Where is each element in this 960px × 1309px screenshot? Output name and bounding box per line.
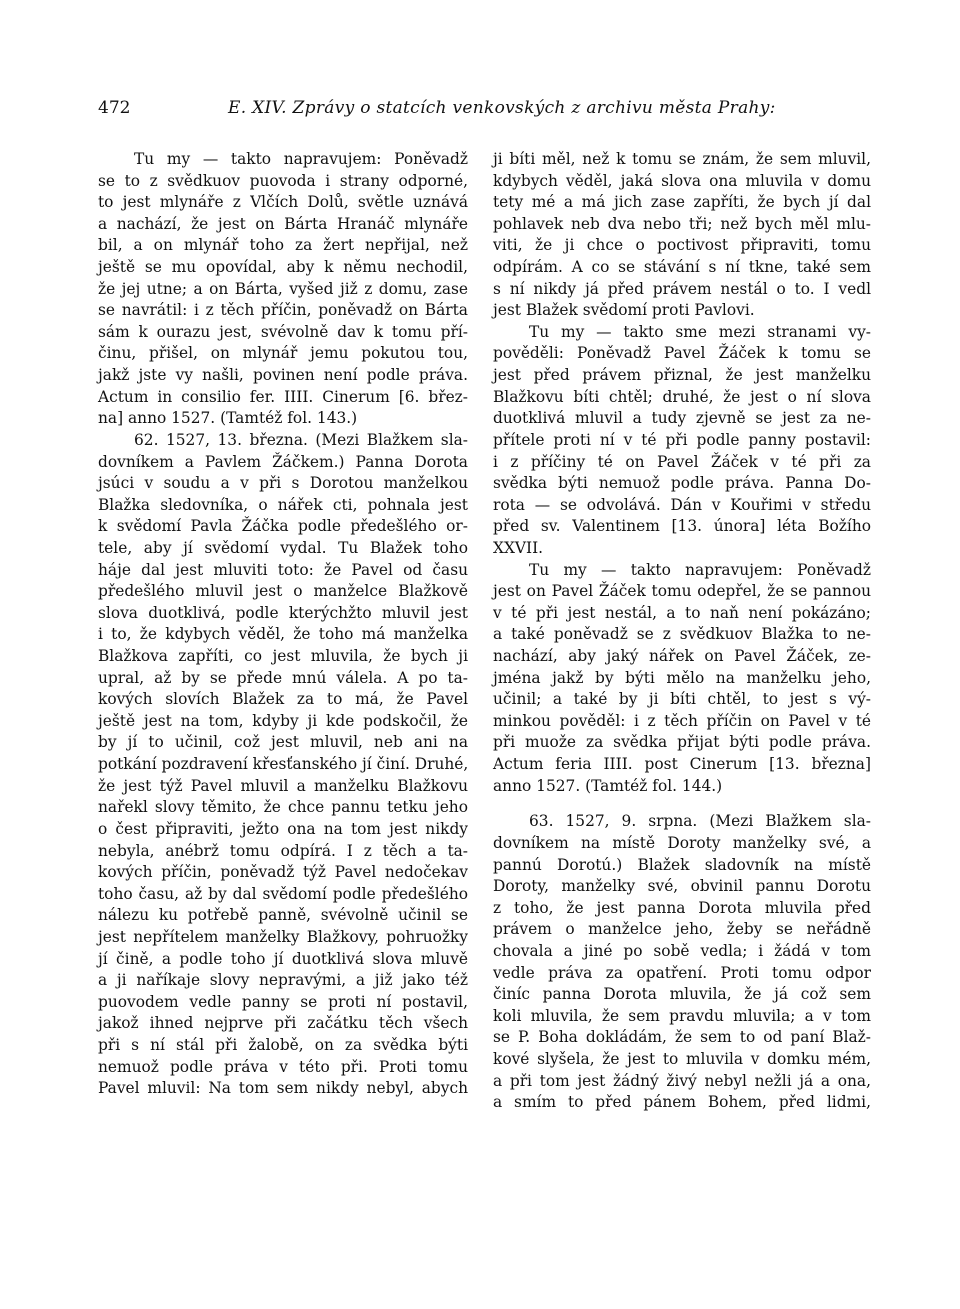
text-line: kových slovích Blažek za to má, že Pavel xyxy=(98,690,468,709)
text-line: to jest mlynáře z Vlčích Dolů, světle uznává xyxy=(98,193,468,212)
text-line: učinil; a také by ji bíti chtěl, to jest s vý- xyxy=(493,690,871,709)
text-line: dovníkem na místě Doroty manželky své, a xyxy=(493,833,871,852)
right-text-column xyxy=(493,149,871,1114)
text-line: chovala a jiné po sobě vedla; i žádá v tom xyxy=(493,941,871,960)
text-line: jakož ihned nejprve při začátku těch všech xyxy=(98,1014,468,1033)
text-line: jest před právem přiznal, že jest manželku xyxy=(493,366,871,385)
text-line: XXVII. xyxy=(493,538,544,557)
text-line: puovodem vedle panny se proti ní postavil, xyxy=(98,992,468,1011)
text-line: sám k ourazu jest, svévolně dav k tomu pří- xyxy=(98,322,468,341)
text-line: kových příčin, poněvadž týž Pavel nedočekav xyxy=(98,863,468,882)
text-line: vedle práva za opatření. Proti tomu odpor xyxy=(493,963,871,982)
text-line: svědka býti nemuož podle práva. Panna Do- xyxy=(493,474,871,493)
text-line: i z příčiny té on Pavel Žáček v té při za xyxy=(493,452,871,471)
text-line: při muože za svědka přijat býti podle práva. xyxy=(493,733,871,752)
text-line: při s ní stál při žalobě, on za svědka býti xyxy=(98,1035,468,1054)
text-line: nachází, aby jaký nářek on Pavel Žáček, ze- xyxy=(493,647,871,666)
text-line: s ní nikdy já před právem nestál o to. I vedl xyxy=(493,279,871,298)
text-line: k svědomí Pavla Žáčka podle předešlého or- xyxy=(98,517,468,536)
text-line: o čest připraviti, ježto ona na tom jest nikdy xyxy=(98,819,468,838)
text-line: a nachází, že jest on Bárta Hranáč mlynáře xyxy=(98,214,468,233)
text-line: a ji naříkaje slovy nepravými, a již jako též xyxy=(98,971,468,990)
text-line: se navrátil: i z těch příčin, poněvadž on Bárta xyxy=(98,301,468,320)
text-line: duotklivá mluvil a tudy zjevně se jest za ne- xyxy=(493,409,871,428)
page-header xyxy=(98,98,878,122)
text-line: viti, že ji chce o poctivost připraviti, tomu xyxy=(493,236,871,255)
text-line: jest Blažek svědomí proti Pavlovi. xyxy=(493,301,755,320)
text-line: jest nepřítelem manželky Blažkovy, pohruožky xyxy=(98,927,468,946)
text-line: minkou pověděl: i z těch příčin on Pavel v té xyxy=(493,711,871,730)
text-line: a při tom jest žádný živý nebyl nežli já a ona, xyxy=(493,1071,871,1090)
text-line: pannú Dorotú.) Blažek sladovník na místě xyxy=(493,855,871,874)
text-line: pověděli: Poněvadž Pavel Žáček k tomu se xyxy=(493,344,871,363)
text-line: slova duotklivá, podle kterýchžto mluvil jest xyxy=(98,603,468,622)
text-line: ještě se mu opovídal, aby k němu nechodil, xyxy=(98,258,468,277)
text-line: upral, až by se přede mnú válela. A po ta- xyxy=(98,668,468,687)
text-line: nařekl slovy těmito, že chce pannu tetku jeho xyxy=(98,798,468,817)
text-line: na] anno 1527. (Tamtéž fol. 143.) xyxy=(98,409,358,428)
text-line: toho času, až by dal svědomí podle předešlého xyxy=(98,884,468,903)
text-line: přítele proti ní v té při podle panny postavil: xyxy=(493,430,871,449)
text-line: ji bíti měl, než k tomu se znám, že sem mluvil, xyxy=(493,150,871,168)
text-line: jest on Pavel Žáček tomu odepřel, že se pannou xyxy=(493,582,871,601)
text-line: Doroty, manželky své, obvinil pannu Dorotu xyxy=(493,877,871,896)
text-line: jména jakž by býti mělo na manželku jeho, xyxy=(493,668,871,687)
text-line: a smím to před pánem Bohem, před lidmi, xyxy=(493,1093,871,1112)
text-line: nebyla, anébrž tomu odpírá. I z těch a ta- xyxy=(98,841,468,860)
text-line: a také poněvadž se z svědkuov Blažka to ne- xyxy=(493,625,871,644)
text-line: Tu my — takto napravujem: Poněvadž xyxy=(529,560,871,579)
text-line: že jest týž Pavel mluvil a manželku Blažkovu xyxy=(98,776,468,795)
text-line: Blažkovu bíti chtěl; druhé, že jest o ní slova xyxy=(493,387,871,406)
text-line: 62. 1527, 13. března. (Mezi Blažkem sla- xyxy=(134,430,468,449)
text-line: před sv. Valentinem [13. února] léta Božího xyxy=(493,517,871,536)
text-line: by jí to učinil, což jest mluvil, neb ani na xyxy=(98,733,468,752)
running-title: E. XIV. Zprávy o statcích venkovských z archivu města Prahy: xyxy=(228,98,776,118)
text-line: tety mé a má jich zase zapříti, že bych jí dal xyxy=(493,193,871,212)
text-line: předešlého mluvil jest o manželce Blažkově xyxy=(98,582,468,601)
text-line: jsúci v soudu a v při s Dorotou manželkou xyxy=(98,474,468,493)
text-line: i to, že kdybych věděl, že toho má manželka xyxy=(98,625,468,644)
text-line: Tu my — takto sme mezi stranami vy- xyxy=(529,322,871,341)
page-number: 472 xyxy=(98,98,131,118)
text-line: nemuož podle práva v této při. Proti tomu xyxy=(98,1057,468,1076)
text-line: Pavel mluvil: Na tom sem nikdy nebyl, abych xyxy=(98,1079,468,1098)
text-line: z toho, že jest panna Dorota mluvila před xyxy=(493,898,871,917)
left-text-column xyxy=(98,149,468,1100)
text-line: v té při jest nestál, a to naň není pokázáno; xyxy=(493,603,871,622)
text-line: se to z svědkuov puovoda i strany odporné, xyxy=(98,171,468,190)
text-line: nálezu ku potřebě panně, svévolně učinil se xyxy=(98,906,468,925)
text-line: Blažka sledovníka, o nářek cti, pohnala jest xyxy=(98,495,468,514)
text-line: činíc panna Dorota mluvila, že já což sem xyxy=(493,985,871,1004)
text-line: bil, a on mlynář toho za žert nepřijal, než xyxy=(98,236,468,255)
text-line: činu, přišel, on mlynář jemu pokutou tou, xyxy=(98,344,468,363)
text-line: jakž jste vy našli, povinen není podle práva. xyxy=(98,366,468,385)
text-line: právem o manželce jeho, žeby se neřádně xyxy=(493,920,871,939)
text-line: kdybych věděl, jaká slova ona mluvila v domu xyxy=(493,171,871,190)
text-line: kové slyšela, že jest to mluvila v domku mém, xyxy=(493,1049,871,1068)
text-line: odpírám. A co se stávání s ní tkne, také sem xyxy=(493,258,871,277)
text-line: Actum feria IIII. post Cinerum [13. března] xyxy=(493,755,871,774)
text-line: potkání pozdravení křesťanského jí činí. Druhé, xyxy=(98,755,469,774)
text-line xyxy=(493,797,871,811)
text-line: Blažkova zapříti, co jest mluvila, že bych ji xyxy=(98,647,468,666)
text-line: pohlavek neb dva nebo tři; než bych měl mlu- xyxy=(493,214,871,233)
text-line: dovníkem a Pavlem Žáčkem.) Panna Dorota xyxy=(98,452,468,471)
text-line: ještě jest na tom, kdyby ji kde podskočil, že xyxy=(98,711,468,730)
text-line: Tu my — takto napravujem: Poněvadž xyxy=(134,150,468,168)
text-line: koli mluvila, že sem pravdu mluvila; a v tom xyxy=(493,1006,871,1025)
text-line: že jej utne; a on Bárta, vyšed již z domu, zase xyxy=(98,279,468,298)
text-line: Actum in consilio fer. IIII. Cinerum [6. břez- xyxy=(98,387,468,406)
text-line: jí čině, a podle toho jí duotklivá slova mluvě xyxy=(98,949,468,968)
text-line: tele, aby jí svědomí vydal. Tu Blažek toho xyxy=(98,538,468,557)
text-line: háje dal jest mluviti toto: že Pavel od času xyxy=(98,560,468,579)
text-line: se P. Boha dokládám, že sem to od paní Blaž- xyxy=(493,1028,871,1047)
text-line: rota — se odvolává. Dán v Kouřimi v středu xyxy=(493,495,871,514)
text-line: anno 1527. (Tamtéž fol. 144.) xyxy=(493,776,723,795)
text-line: 63. 1527, 9. srpna. (Mezi Blažkem sla- xyxy=(529,812,871,831)
